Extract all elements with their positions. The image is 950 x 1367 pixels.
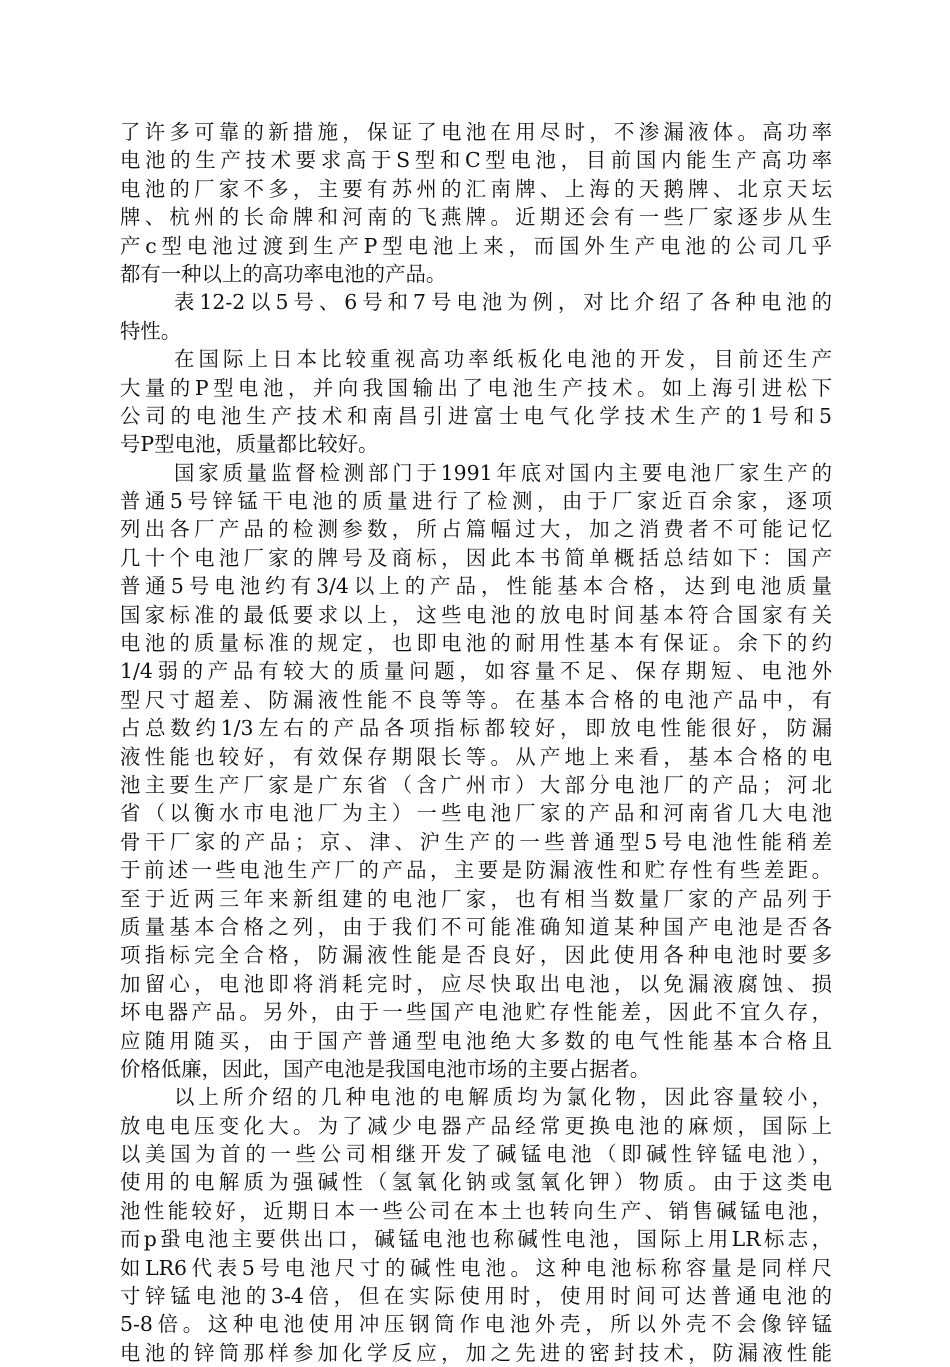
text-line: 价格低廉，因此，国产电池是我国电池市场的主要占据者。 [120, 1056, 651, 1081]
text-line: 牌、杭州的长命牌和河南的飞燕牌。近期还会有一些厂家逐步从生 [120, 205, 832, 230]
document-page [120, 118, 832, 1367]
text-line: 电池的厂家不多，主要有苏州的汇南牌、上海的天鹅牌、北京天坛 [120, 176, 832, 201]
text-line: 液性能也较好，有效保存期限长等。从产地上来看，基本合格的电 [120, 744, 832, 769]
text-line: 在国际上日本比较重视高功率纸板化电池的开发，目前还生产 [174, 347, 832, 372]
text-line: 池性能较好，近期日本一些公司在本土也转向生产、销售碱锰电池， [120, 1198, 832, 1223]
text-line: 项指标完全合格，防漏液性能是否良好，因此使用各种电池时要多 [120, 943, 832, 968]
text-line: 号P型电池，质量都比较好。 [120, 432, 379, 457]
text-line: 骨干厂家的产品；京、津、沪生产的一些普通型5号电池性能稍差 [120, 829, 832, 854]
text-line: 以上所介绍的几种电池的电解质均为氯化物，因此容量较小， [174, 1085, 832, 1110]
text-line: 放电电压变化大。为了减少电器产品经常更换电池的麻烦，国际上 [120, 1113, 832, 1138]
text-line: 寸锌锰电池的3-4倍，但在实际使用时，使用时间可达普通电池的 [120, 1284, 832, 1309]
text-line: 都有一种以上的高功率电池的产品。 [120, 261, 447, 286]
text-line: 池主要生产厂家是广东省（含广州市）大部分电池厂的产品；河北 [120, 772, 832, 797]
text-line: 5-8倍。这种电池使用冲压钢筒作电池外壳，所以外壳不会像锌锰 [120, 1312, 832, 1337]
text-line: 而p蛩电池主要供出口，碱锰电池也称碱性电池，国际上用LR标志， [120, 1227, 832, 1252]
text-line: 表12-2以5号、6号和7号电池为例，对比介绍了各种电池的 [174, 290, 832, 315]
text-line: 电池的锌筒那样参加化学反应，加之先进的密封技术，防漏液性能 [120, 1340, 832, 1365]
text-line: 应随用随买，由于国产普通型电池绝大多数的电气性能基本合格且 [120, 1028, 832, 1053]
text-line: 国家标准的最低要求以上，这些电池的放电时间基本符合国家有关 [120, 602, 832, 627]
text-line: 坏电器产品。另外，由于一些国产电池贮存性能差，因此不宜久存， [120, 1000, 832, 1025]
text-line: 国家质量监督检测部门于1991年底对国内主要电池厂家生产的 [174, 460, 832, 485]
text-line: 1/4弱的产品有较大的质量问题，如容量不足、保存期短、电池外 [120, 659, 832, 684]
text-line: 至于近两三年来新组建的电池厂家，也有相当数量厂家的产品列于 [120, 886, 832, 911]
text-line: 公司的电池生产技术和南昌引进富士电气化学技术生产的1号和5 [120, 403, 832, 428]
text-line: 大量的P型电池，并向我国输出了电池生产技术。如上海引进松下 [120, 375, 832, 400]
text-line: 列出各厂产品的检测参数，所占篇幅过大，加之消费者不可能记忆 [120, 517, 832, 542]
text-line: 电池的生产技术要求高于S型和C型电池，目前国内能生产高功率 [120, 148, 832, 173]
text-line: 如LR6代表5号电池尺寸的碱性电池。这种电池标称容量是同样尺 [120, 1255, 832, 1280]
text-line: 省（以衡水市电池厂为主）一些电池厂家的产品和河南省几大电池 [120, 801, 832, 826]
text-line: 以美国为首的一些公司相继开发了碱锰电池（即碱性锌锰电池）， [120, 1142, 832, 1167]
text-line: 了许多可靠的新措施，保证了电池在用尽时，不渗漏液体。高功率 [120, 120, 832, 144]
text-line: 几十个电池厂家的牌号及商标，因此本书简单概括总结如下：国产 [120, 545, 832, 570]
text-line: 型尺寸超差、防漏液性能不良等等。在基本合格的电池产品中，有 [120, 687, 832, 712]
text-line: 加留心，电池即将消耗完时，应尽快取出电池，以免漏液腐蚀、损 [120, 971, 832, 996]
text-line: 于前述一些电池生产厂的产品，主要是防漏液性和贮存性有些差距。 [120, 858, 832, 883]
text-line: 特性。 [120, 318, 182, 343]
text-line: 使用的电解质为强碱性（氢氧化钠或氢氧化钾）物质。由于这类电 [120, 1170, 832, 1195]
text-line: 占总数约1/3左右的产品各项指标都较好，即放电性能很好，防漏 [120, 716, 832, 741]
text-line: 质量基本合格之列，由于我们不可能准确知道某种国产电池是否各 [120, 914, 832, 939]
text-line: 普通5号电池约有3/4以上的产品，性能基本合格，达到电池质量 [120, 574, 832, 599]
text-line: 电池的质量标准的规定，也即电池的耐用性基本有保证。余下的约 [120, 631, 832, 656]
text-line: 产c型电池过渡到生产P型电池上来，而国外生产电池的公司几乎 [120, 233, 832, 258]
text-line: 普通5号锌锰干电池的质量进行了检测，由于厂家近百余家，逐项 [120, 489, 832, 514]
